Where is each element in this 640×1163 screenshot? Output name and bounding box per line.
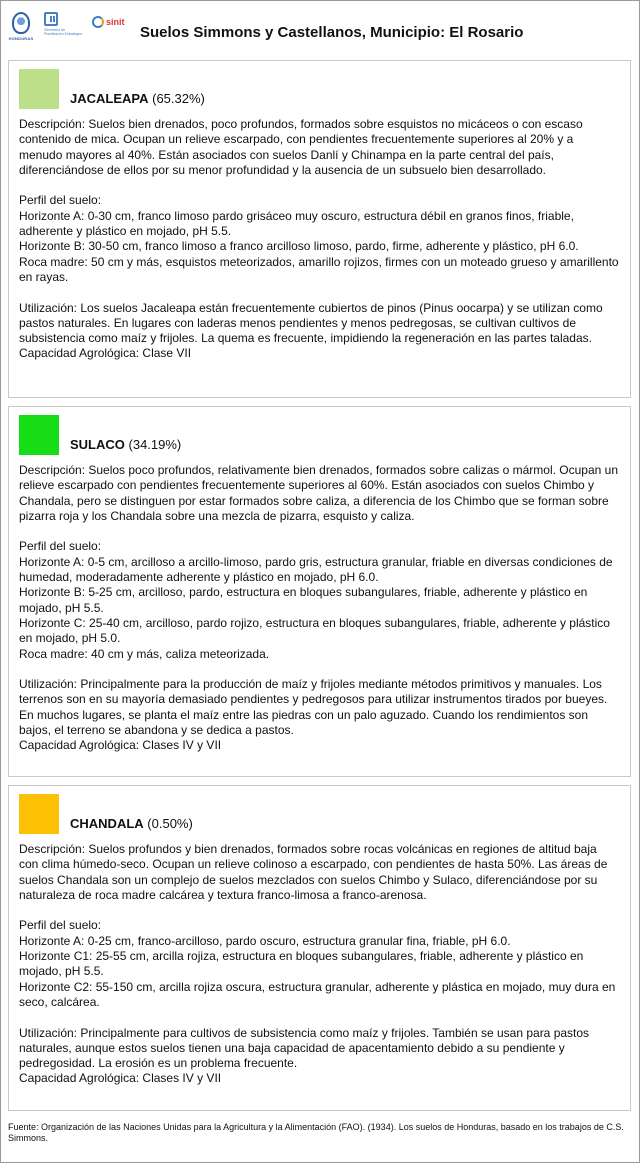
soil-usage-block [19, 677, 619, 753]
soil-color-swatch [19, 794, 59, 834]
soil-description: Descripción: Suelos poco profundos, relativamente bien drenados, formados sobre calizas o mármol. Ocupan un relieve escarpado con pendientes frecuentemente superiores al 60%. Están asociados con suelos Chimbo y Chandala, pero se distinguen por estar formados sobre caliza, a diferencia de los Chimbo que se forman sobre pizarra roja y los Chandala sobre una mezcla de pizarra, esquisto y caliza. [19, 463, 618, 523]
profile-line: Perfil del suelo: [19, 193, 102, 208]
soil-capacity: Capacidad Agrológica: Clase VII [19, 346, 192, 361]
soil-card-chandala [8, 785, 631, 1111]
profile-line: Roca madre: 50 cm y más, esquistos meteorizados, amarillo rojizos, firmes con un moteado grueso y amarillento en rayas. [19, 254, 619, 284]
logo-bar [6, 12, 125, 46]
header [0, 0, 640, 52]
soil-name: CHANDALA [70, 816, 144, 831]
profile-line: Horizonte C1: 25-55 cm, arcilla rojiza, estructura en bloques subangulares, friable, adherente y plástico en mojado, pH 5.5. [19, 949, 584, 979]
soil-percent: (65.32%) [152, 91, 205, 106]
soil-profile [19, 193, 619, 285]
soil-description: Descripción: Suelos profundos y bien drenados, formados sobre rocas volcánicas en regiones de altitud baja con clima húmedo-seco. Ocupan un relieve colinoso a escarpado, con pendientes de hasta 50%. Las áreas de suelos Chandala son un complejo de suelos mezclados con suelos Chimbo y Sulaco, diferenciándose por su naturaleza de roca madre calcárea y textura franco-limosa a franco-arenosa. [19, 842, 608, 902]
soil-content [19, 117, 619, 362]
source-footnote: Fuente: Organización de las Naciones Unidas para la Agricultura y la Alimentación (FAO). (1934). Los suelos de Honduras, basado en los trabajos de C.S. Simmons. [8, 1122, 624, 1143]
soil-percent: (34.19%) [128, 437, 182, 452]
page-title: Suelos Simmons y Castellanos, Municipio: El Rosario [140, 24, 524, 41]
soil-usage: Utilización: Principalmente para cultivos de subsistencia como maíz y frijoles. También se usan para pastos naturales, aunque estos suelos tienen una baja capacidad de apacentamiento debido a su pendiente y pedregosidad. La erosión es un problema frecuente. [19, 1025, 590, 1071]
sinit-logo-icon: sinit [92, 16, 125, 28]
profile-line: Horizonte B: 30-50 cm, franco limoso a franco arcilloso limoso, pardo, firme, adherente y plástico, pH 6.0. [19, 239, 579, 254]
soil-capacity: Capacidad Agrológica: Clases IV y VII [19, 1071, 222, 1086]
profile-line: Roca madre: 40 cm y más, caliza meteorizada. [19, 646, 270, 661]
soil-content [19, 463, 619, 754]
soil-color-swatch [19, 69, 59, 109]
secretaria-planificacion-logo-icon: Secretaría de Planificación Estratégica [44, 12, 84, 42]
soil-heading [70, 437, 181, 452]
soil-name: JACALEAPA [70, 91, 149, 106]
soil-heading [70, 816, 193, 831]
soil-description: Descripción: Suelos bien drenados, poco profundos, formados sobre esquistos no micáceos o con escaso contenido de mica. Ocupan un relieve escarpado, con pendientes frecuentemente superiores al 20% y a menudo mayores al 40%. Están asociados con suelos Danlí y Chinampa en la parte central del país, diferenciándose de ellos por su menor profundidad y la ausencia de un subsuelo bien desarrollado. [19, 117, 583, 177]
soil-usage-block [19, 301, 619, 362]
profile-line: Horizonte A: 0-30 cm, franco limoso pardo grisáceo muy oscuro, estructura débil en granos finos, friable, adherente y plástico en mojado, pH 5.5. [19, 208, 574, 239]
soil-color-swatch [19, 415, 59, 455]
soil-heading [70, 91, 205, 106]
profile-line: Perfil del suelo: [19, 918, 102, 933]
profile-line: Horizonte B: 5-25 cm, arcilloso, pardo, estructura en bloques subangulares, friable, adherente y plástico en mojado, pH 5.5. [19, 585, 588, 615]
profile-line: Horizonte C: 25-40 cm, arcilloso, pardo rojizo, estructura en bloques subangulares, friable, adherente y plástico en mojado, pH 5.0. [19, 615, 610, 646]
soil-usage: Utilización: Principalmente para la producción de maíz y frijoles mediante métodos primitivos y manuales. Los terrenos son en su mayoría demasiado pendientes y pedregosos para utilizar instrumentos tirados por bueyes. En muchos lugares, se planta el maíz entre las piedras con un palo aguzado. Cuando los rendimientos son bajos, el terreno se abandona y se dedica a pastos. [19, 677, 608, 738]
soil-capacity: Capacidad Agrológica: Clases IV y VII [19, 738, 222, 753]
soil-percent: (0.50%) [147, 816, 193, 831]
profile-line: Perfil del suelo: [19, 539, 102, 554]
profile-line: Horizonte A: 0-25 cm, franco-arcilloso, pardo oscuro, estructura granular fina, friable, pH 6.0. [19, 933, 511, 948]
soil-card-jacaleapa [8, 60, 631, 398]
profile-line: Horizonte C2: 55-150 cm, arcilla rojiza oscura, estructura granular, adherente y plástica en mojado, muy dura en seco, calcárea. [19, 979, 616, 1009]
soil-usage-block [19, 1026, 619, 1087]
soil-content [19, 842, 619, 1087]
soil-usage: Utilización: Los suelos Jacaleapa están frecuentemente cubiertos de pinos (Pinus oocarpa) y se utilizan como pastos naturales. En lugares con laderas menos pendientes y menos pedregosas, se cultivan cultivos de subsistencia como maíz y frijoles. La quema es frecuente, impidiendo la regeneración en las partes taladas. [19, 300, 603, 346]
soil-name: SULACO [70, 437, 125, 452]
soil-card-sulaco [8, 406, 631, 777]
soil-profile [19, 539, 619, 661]
soil-profile [19, 918, 619, 1010]
honduras-seal-icon: HONDURAS [6, 12, 36, 46]
profile-line: Horizonte A: 0-5 cm, arcilloso a arcillo-limoso, pardo gris, estructura granular, friable en diversas condiciones de humedad, moderadamente adherente y plástico en mojado, pH 6.0. [19, 554, 613, 585]
